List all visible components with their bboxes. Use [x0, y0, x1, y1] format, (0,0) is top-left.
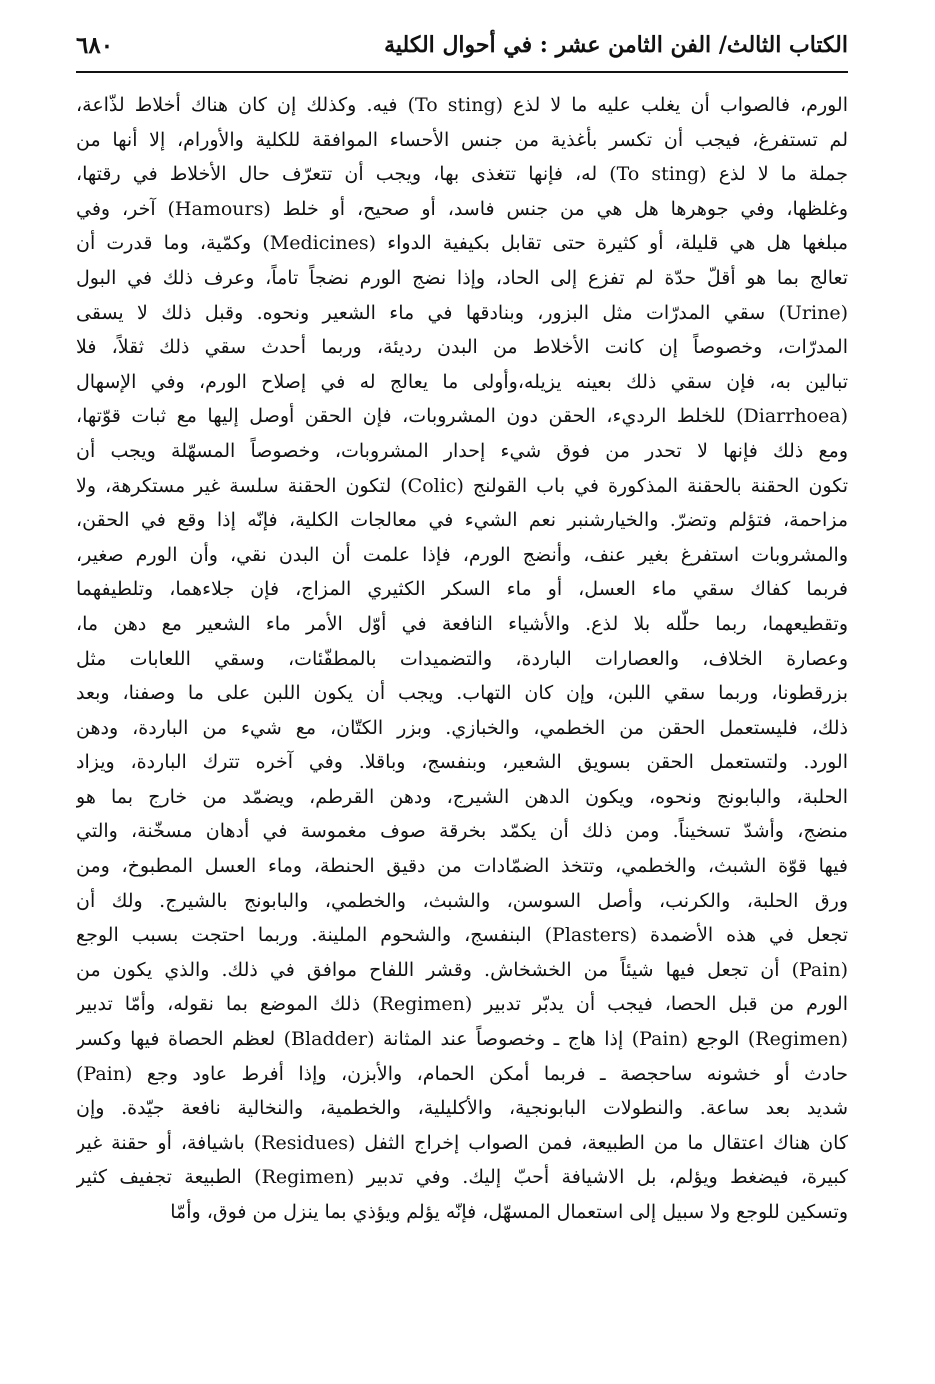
text-line: الورم من قبل الحصا، فيجب أن يدبّر تدبير (Regimen) ذلك الموضع بما نقوله، وأمّا تدبير — [76, 993, 848, 1016]
text-line: ورق الحلبة، والكرنب، وأصل السوسن، والشبث، والخطمي، والبابونج بالشيرج. ولك أن — [76, 889, 848, 912]
page-header — [76, 28, 848, 66]
running-title: الكتاب الثالث/ الفن الثامن عشر : في أحوال الكلية — [384, 32, 848, 58]
text-line: فيها قوّة الشبث، والخطمي، وتتخذ الضمّادات من دقيق الحنطة، وماء العسل المطبوخ، ومن — [76, 855, 848, 878]
text-line: ذلك، فليستعمل الحقن من الخطمي، والخبازي. وبزر الكتّان، مع شيء من الباردة، ودهن — [76, 716, 848, 739]
text-line: وغلظها، وفي جوهرها هل هي من جنس فاسد، أو صحيح، أو خلط (Hamours) آخر، وفي — [76, 197, 848, 220]
text-line: فربما كفاك سقي ماء العسل، أو ماء السكر الكثيري المزاج، فإن جلاءهما، وتلطيفهما — [76, 578, 848, 601]
text-line: بزرقطونا، وربما سقي اللبن، وإن كان التهاب. ويجب أن يكون اللبن على ما وصفنا، وبعد — [76, 682, 848, 705]
text-line: كان هناك اعتقال ما من الطبيعة، فمن الصواب إخراج الثفل (Residues) باشيافة، أو حقنة غير — [76, 1131, 848, 1154]
text-line: تجعل في هذه الأضمدة (Plasters) البنفسج، والشحوم الملينة. وربما احتجت بسبب الوجع — [76, 924, 848, 947]
text-line: الورم، فالصواب أن يغلب عليه ما لا لذع (To sting) فيه. وكذلك إن كان هناك أخلاط لذّاعة، — [76, 94, 848, 116]
text-line: (Diarrhoea) للخلط الرديء، الحقن دون المشروبات، فإن الحقن أوصل إليها مع ثبات قوّتها، — [76, 405, 848, 428]
text-line: وتقطيعهما، ربما حلّله بلا لذع. والأشياء النافعة في أوّل الأمر ماء الشعير مع دهن ما، — [76, 612, 848, 635]
text-line: (Regimen) الوجع (Pain) إذا هاج ـ وخصوصاً عند المثانة (Bladder) لعظم الحصاة فيها وكسر — [76, 1028, 848, 1051]
text-line: مبلغها هل هي قليلة، أو كثيرة حتى تقابل بكيفية الدواء (Medicines) وكمّية، وما قدرت أن — [76, 232, 848, 255]
text-line: منضج، وأشدّ تسخيناً. ومن ذلك أن يكمّد بخرقة صوف مغموسة في أدهان مسخّنة، والتي — [76, 820, 848, 843]
body-text — [76, 88, 848, 1230]
page-number: ٦٨٠ — [76, 32, 114, 59]
text-line: المدرّات، وخصوصاً إن كانت الأخلاط من البدن رديئة، وربما أحدث سقي ذلك ثقلاً، فلا — [76, 336, 848, 359]
text-line: (Urine) سقي المدرّات مثل البزور، وبنادقها في ماء الشعير ونحوه. وقبل ذلك لا يسقى — [76, 301, 848, 324]
text-line: وعصارة الخلاف، والعصارات الباردة، والتضميدات بالمطفّئات، وسقي اللعابات مثل — [76, 647, 848, 670]
text-line: والمشروبات استفرغ بغير عنف، وأنضج الورم، فإذا علمت أن البدن نقي، وأن الورم صغير، — [76, 543, 848, 566]
text-line: شديد بعد ساعة. والنطولات البابونجية، والأكليلية، والخطمية، والنخالية نافعة جيّدة. وإن — [76, 1097, 848, 1120]
text-line: كبيرة، فيضغط ويؤلم، بل الاشيافة أحبّ إليك. وفي تدبير (Regimen) الطبيعة تجفيف كثير — [76, 1166, 848, 1189]
text-line: الحلبة، والبابونج ونحوه، ويكون الدهن الشيرج، ودهن القرطم، ويضمّد من خارج بما هو — [76, 785, 848, 808]
text-line: الورد. ولتستعمل الحقن بسويق الشعير، وبنفسج، وباقلا. وفي آخره تترك الباردة، ويزاد — [76, 751, 848, 774]
text-line: تعالج بما هو أقلّ حدّة لم تفزع إلى الحاد، وإذا نضج الورم نضجاً تاماً، وعرف ذلك في البول — [76, 266, 848, 289]
header-rule — [76, 71, 848, 73]
text-line: ومع ذلك فإنها لا تحدر من فوق شيء إحدار المشروبات، وخصوصاً المسهّلة ويجب أن — [76, 439, 848, 462]
text-line: لم تستفرغ، فيجب أن تكسر بأغذية من جنس الأحساء الموافقة للكلية والأورام، إلا أنها من — [76, 128, 848, 151]
text-line: حادث أو خشونه ساحجصة ـ فربما أمكن الحمام، والأبزن، وإذا أفرط عاود وجع (Pain) — [76, 1062, 848, 1085]
text-line: جملة ما لا لذع (To sting) له، فإنها تتغذى بها، ويجب أن تتعرّف حال الأخلاط في رقتها، — [76, 163, 848, 186]
text-line: تكون الحقنة بالحقنة المذكورة في باب القولنج (Colic) لتكون الحقنة سلسة غير مستكرهة، ولا — [76, 474, 848, 497]
text-line: (Pain) أن تجعل فيها شيئاً من الخشخاش. وقشر اللفاح موافق في ذلك. والذي يكون من — [76, 958, 848, 981]
text-line: تبالين به، فإن سقي ذلك بعينه يزيله،وأولى ما يعالج له في إصلاح الورم، وفي الإسهال — [76, 370, 848, 393]
text-line: وتسكين للوجع ولا سبيل إلى استعمال المسهّل، فإنّه يؤلم ويؤذي بما ينزل من فوق، وأمّا — [170, 1201, 848, 1223]
text-line: مزاحمة، فتؤلم وتضرّ. والخيارشنبر نعم الشيء في معالجات الكلية، فإنّه إذا وقع في الحقن، — [76, 509, 848, 532]
